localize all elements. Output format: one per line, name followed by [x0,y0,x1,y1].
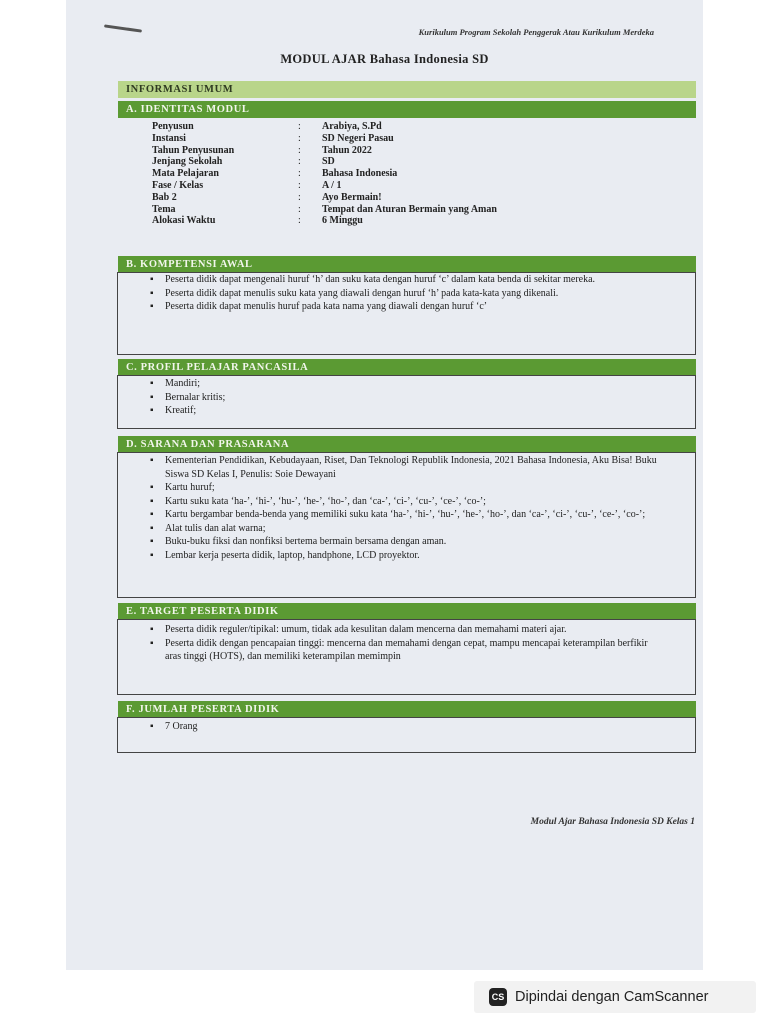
list-item: ▪ Peserta didik dapat menulis huruf pada kata nama yang diawali dengan huruf ‘c’ [150,300,650,314]
identity-table [152,121,497,227]
section-f-heading: F. JUMLAH PESERTA DIDIK [118,701,696,718]
jumlah-list [150,720,650,734]
profil-list [150,377,650,418]
section-c-heading: C. PROFIL PELAJAR PANCASILA [118,359,696,376]
identity-value: Tahun 2022 [322,144,372,156]
list-item: ▪ Mandiri; [150,377,650,391]
list-item: ▪ 7 Orang [150,720,650,734]
identity-row: Mata Pelajaran : Bahasa Indonesia [152,168,398,180]
list-item: ▪ Kartu huruf; [150,481,660,495]
camscanner-badge [474,981,756,1013]
identity-row: Instansi : SD Negeri Pasau [152,132,394,144]
list-item: ▪ Peserta didik dengan pencapaian tinggi: mencerna dan memahami dengan cepat, mampu mencapai keterampilan berfikir aras tinggi (HOTS), dan memiliki keterampilan memimpin [150,637,665,664]
list-item: ▪ Buku-buku fiksi dan nonfiksi bertema bermain bersama dengan aman. [150,535,660,549]
identity-value: Arabiya, S.Pd [322,121,382,132]
curriculum-header: Kurikulum Program Sekolah Penggerak Atau Kurikulum Merdeka [418,27,654,37]
camscanner-logo-icon: CS [489,988,507,1006]
identity-value: Bahasa Indonesia [322,168,398,180]
identity-row: Penyusun : Arabiya, S.Pd [152,121,382,132]
identity-value: 6 Minggu [322,215,363,227]
identity-label: Tahun Penyusunan [152,144,235,156]
list-item: ▪ Kartu bergambar benda-benda yang memiliki suku kata ‘ha-’, ‘hi-’, ‘hu-’, ‘he-’, ‘ho-’, dan ‘ca-’, ‘ci-’, ‘cu-’, ‘ce-’, ‘co-’; [150,508,660,522]
list-item: ▪ Peserta didik dapat mengenali huruf ‘h’ dan suku kata dengan huruf ‘c’ dalam kata benda di sekitar mereka. [150,273,650,287]
section-informasi-umum: INFORMASI UMUM [118,81,696,98]
identity-value: A / 1 [322,179,342,191]
list-item: ▪ Kementerian Pendidikan, Kebudayaan, Riset, Dan Teknologi Republik Indonesia, 2021 Bahasa Indonesia, Aku Bisa! Buku Siswa SD Kelas I, Penulis: Soie Dewayani [150,454,660,481]
identity-row: Fase / Kelas : A / 1 [152,179,342,191]
document-title: MODUL AJAR Bahasa Indonesia SD [280,52,489,66]
identity-row: Bab 2 : Ayo Bermain! [152,191,382,203]
section-e-heading: E. TARGET PESERTA DIDIK [118,603,696,620]
identity-label: Jenjang Sekolah [152,156,223,168]
camscanner-text: Dipindai dengan CamScanner [515,989,709,1005]
kompetensi-list [150,273,650,314]
identity-row: Alokasi Waktu : 6 Minggu [152,215,363,227]
section-a-heading: A. IDENTITAS MODUL [118,101,696,118]
list-item: ▪ Lembar kerja peserta didik, laptop, handphone, LCD proyektor. [150,549,660,563]
sarana-list [150,454,660,562]
list-item: ▪ Kreatif; [150,404,650,418]
section-b-heading: B. KOMPETENSI AWAL [118,256,696,273]
identity-label: Mata Pelajaran [152,168,219,180]
identity-label: Bab 2 [152,191,177,203]
list-item: ▪ Peserta didik reguler/tipikal: umum, tidak ada kesulitan dalam mencerna dan memahami materi ajar. [150,623,665,637]
identity-value: Tempat dan Aturan Bermain yang Aman [322,203,497,215]
list-item: ▪ Alat tulis dan alat warna; [150,522,660,536]
identity-label: Alokasi Waktu [152,215,216,227]
document-footer: Modul Ajar Bahasa Indonesia SD Kelas 1 [530,817,695,827]
identity-row: Tahun Penyusunan : Tahun 2022 [152,144,372,156]
identity-row: Jenjang Sekolah : SD [152,156,335,168]
identity-value: SD [322,156,335,168]
identity-label: Fase / Kelas [152,179,204,191]
section-d-heading: D. SARANA DAN PRASARANA [118,436,696,453]
identity-label: Penyusun [152,121,194,132]
list-item: ▪ Kartu suku kata ‘ha-’, ‘hi-’, ‘hu-’, ‘he-’, ‘ho-’, dan ‘ca-’, ‘ci-’, ‘cu-’, ‘ce-’, ‘co-’; [150,495,660,509]
identity-label: Instansi [152,132,186,144]
target-list [150,623,665,664]
list-item: ▪ Peserta didik dapat menulis suku kata yang diawali dengan huruf ‘h’ pada kata-kata yang dikenali. [150,287,650,301]
identity-value: Ayo Bermain! [322,191,382,203]
identity-label: Tema [152,203,176,215]
list-item: ▪ Bernalar kritis; [150,391,650,405]
identity-row: Tema : Tempat dan Aturan Bermain yang Aman [152,203,497,215]
identity-value: SD Negeri Pasau [322,132,394,144]
